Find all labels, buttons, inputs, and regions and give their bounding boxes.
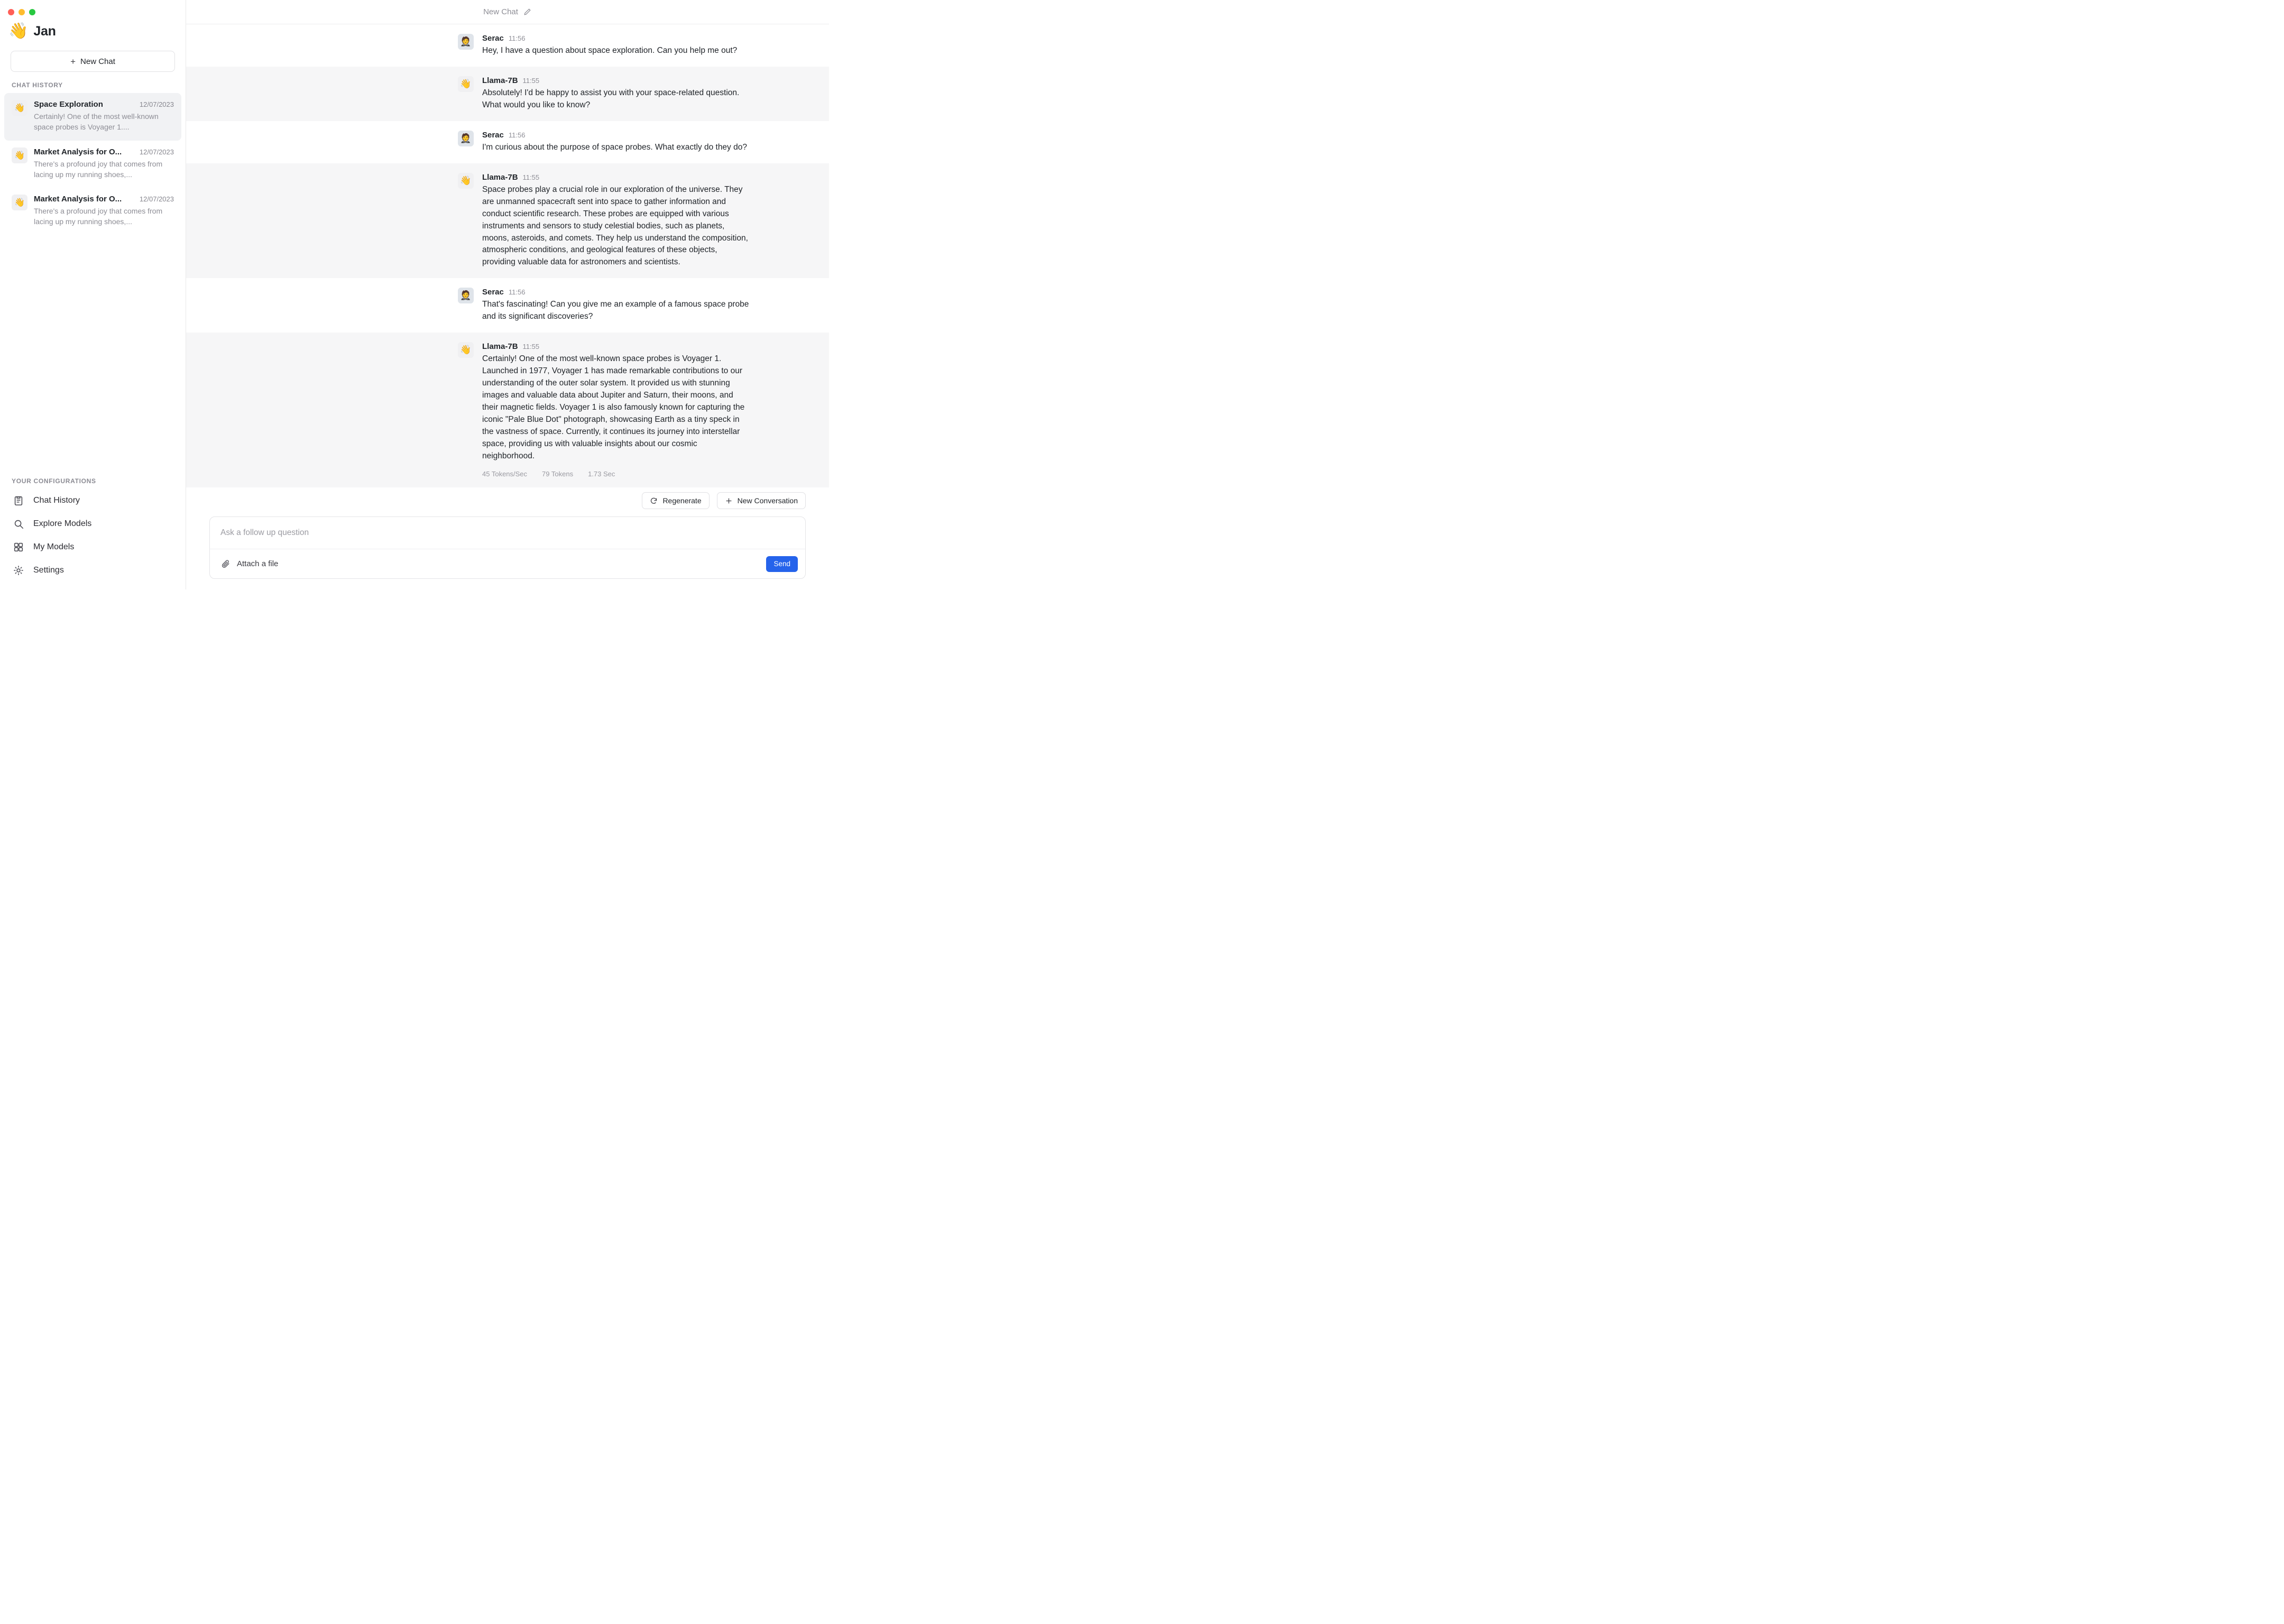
chat-history-item-snippet: There's a profound joy that comes from lacing up my running shoes,...	[34, 207, 163, 226]
sidebar-item-label: Settings	[33, 566, 64, 575]
app-name: Jan	[33, 23, 56, 39]
message-row	[186, 24, 829, 67]
message-author: Serac	[482, 34, 504, 43]
sidebar-item-label: My Models	[33, 542, 75, 551]
message-text: Space probes play a crucial role in our exploration of the universe. They are unmanned spacecraft sent into space to gather information and conduct scientific research. These probes are equipped with various instruments and sensors to study celestial bodies, such as planets, moons, asteroids, and comets. They help us understand the composition, atmospheric conditions, and geological features of these objects, providing valuable data for astronomers and scientists.	[482, 184, 748, 267]
attach-file-button[interactable]	[220, 559, 278, 569]
paperclip-icon	[220, 559, 231, 569]
token-count: 79 Tokens	[542, 469, 574, 478]
attach-file-label: Attach a file	[237, 559, 279, 568]
sidebar-item-my-models[interactable]	[0, 536, 186, 559]
avatar: 🤵	[458, 131, 474, 146]
composer-toolbar	[210, 549, 805, 578]
configurations-section	[0, 468, 186, 582]
plus-icon: +	[70, 56, 76, 67]
message-text: Certainly! One of the most well-known space probes is Voyager 1. Launched in 1977, Voyager 1 has made remarkable contributions to our understanding of the outer solar system. It provided us with stunning images and valuable data about Jupiter and Saturn, their moons, and their magnetic fields. Voyager 1 is also famously known for capturing the iconic "Pale Blue Dot" photograph, showcasing Earth as a tiny speck in the vastness of space. Currently, it continues its journey into interstellar space, providing us with valuable insights about our cosmic neighborhood.	[482, 354, 745, 460]
avatar: 👋	[458, 76, 474, 92]
composer-area	[186, 492, 829, 589]
avatar: 👋	[458, 173, 474, 189]
avatar: 🤵	[458, 34, 474, 50]
chat-history-section-label: CHAT HISTORY	[12, 81, 63, 89]
model-avatar-icon: 👋	[12, 100, 27, 116]
model-avatar-icon: 👋	[12, 195, 27, 210]
message-row	[186, 278, 829, 333]
sidebar-item-explore-models[interactable]	[0, 512, 186, 536]
chat-history-item-date: 12/07/2023	[139, 195, 174, 204]
chat-history-item-market-analysis-2[interactable]	[4, 188, 181, 235]
send-button[interactable]: Send	[766, 556, 798, 572]
message-author: Serac	[482, 130, 504, 140]
model-avatar-icon: 👋	[12, 147, 27, 163]
grid-icon	[13, 541, 24, 553]
message-row	[186, 333, 829, 487]
new-conversation-label: New Conversation	[737, 496, 798, 505]
message-text: Hey, I have a question about space exploration. Can you help me out?	[482, 46, 738, 55]
chat-history-item-date: 12/07/2023	[139, 100, 174, 108]
message-list	[186, 24, 829, 492]
sidebar	[0, 0, 186, 589]
message-author: Llama-7B	[482, 342, 518, 352]
message-author: Llama-7B	[482, 172, 518, 182]
avatar: 👋	[458, 342, 474, 358]
main-panel	[186, 0, 829, 589]
message-time: 11:55	[522, 76, 540, 85]
chat-history-item-title: Market Analysis for O...	[34, 195, 122, 204]
message-row	[186, 121, 829, 163]
wave-icon: 👋	[8, 22, 29, 40]
chat-history-item-space-exploration[interactable]	[4, 93, 181, 141]
chat-history-item-snippet: There's a profound joy that comes from lacing up my running shoes,...	[34, 159, 163, 179]
zoom-window-button[interactable]	[29, 9, 35, 15]
plus-icon	[725, 497, 733, 505]
message-text: Absolutely! I'd be happy to assist you with your space-related question. What would you like to know?	[482, 88, 740, 109]
message-time: 11:56	[508, 34, 526, 42]
chat-history-item-snippet: Certainly! One of the most well-known space probes is Voyager 1....	[34, 112, 159, 132]
message-time: 11:55	[522, 343, 540, 351]
conversation-title: New Chat	[483, 7, 518, 16]
conversation-header	[186, 0, 829, 24]
chat-history-item-date: 12/07/2023	[139, 147, 174, 156]
chat-history-item-market-analysis-1[interactable]	[4, 141, 181, 188]
pencil-icon[interactable]	[523, 7, 532, 16]
response-duration: 1.73 Sec	[588, 469, 615, 478]
window-traffic-lights	[0, 0, 186, 17]
refresh-icon	[650, 497, 658, 505]
sidebar-item-label: Chat History	[33, 496, 80, 505]
sidebar-item-chat-history[interactable]	[0, 489, 186, 512]
message-author: Serac	[482, 288, 504, 297]
chat-history-list	[0, 93, 186, 235]
configurations-section-label: YOUR CONFIGURATIONS	[12, 477, 96, 485]
close-window-button[interactable]	[8, 9, 14, 15]
tokens-per-second: 45 Tokens/Sec	[482, 469, 528, 478]
regenerate-label: Regenerate	[662, 496, 702, 505]
message-time: 11:55	[522, 173, 540, 181]
message-time: 11:56	[508, 131, 526, 139]
message-input[interactable]	[210, 517, 805, 549]
chat-history-item-title: Space Exploration	[34, 100, 103, 109]
minimize-window-button[interactable]	[19, 9, 25, 15]
gear-icon	[13, 565, 24, 576]
avatar: 🤵	[458, 288, 474, 303]
message-text: That's fascinating! Can you give me an example of a famous space probe and its significant discoveries?	[482, 300, 749, 321]
message-row	[186, 163, 829, 279]
clipboard-icon	[13, 495, 24, 506]
message-author: Llama-7B	[482, 76, 518, 85]
composer	[209, 516, 806, 579]
sidebar-item-label: Explore Models	[33, 519, 92, 528]
message-time: 11:56	[508, 288, 526, 297]
new-conversation-button[interactable]	[717, 492, 806, 509]
new-chat-button[interactable]	[11, 51, 175, 72]
message-stats	[482, 470, 750, 478]
sidebar-item-settings[interactable]	[0, 559, 186, 582]
message-text: I'm curious about the purpose of space probes. What exactly do they do?	[482, 142, 747, 152]
search-icon	[13, 518, 24, 530]
regenerate-button[interactable]	[642, 492, 709, 509]
composer-actions	[209, 492, 806, 509]
app-brand	[0, 17, 186, 39]
new-chat-button-label: New Chat	[80, 57, 115, 66]
message-row	[186, 67, 829, 121]
chat-history-item-title: Market Analysis for O...	[34, 147, 122, 156]
